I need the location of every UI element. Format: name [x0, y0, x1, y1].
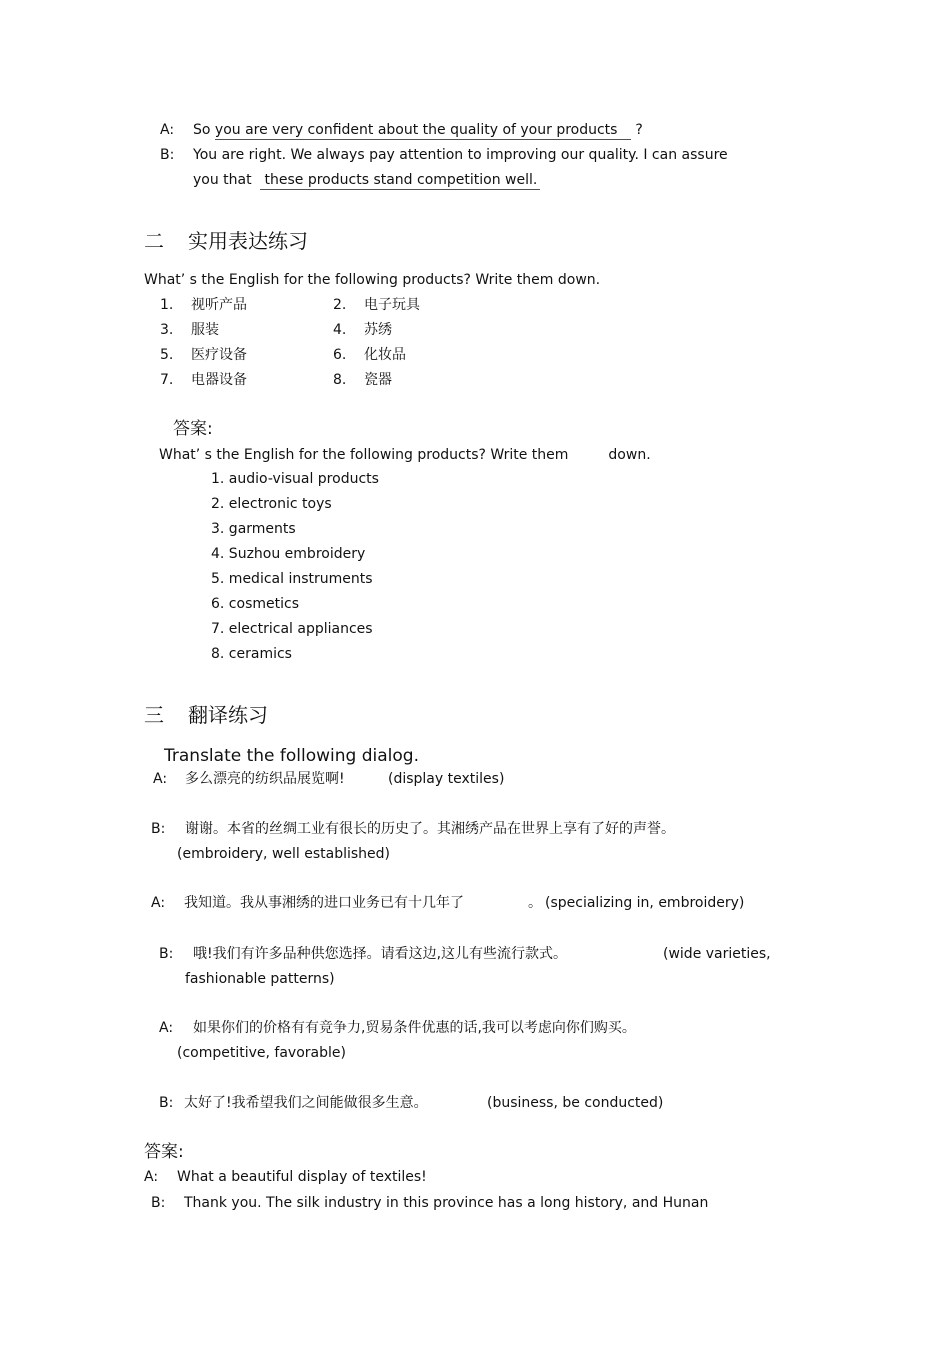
answer-item: 3. garments: [211, 521, 296, 537]
dialog-line-hint: (specializing in, embroidery): [545, 895, 745, 911]
item-1-text: 视听产品: [191, 297, 247, 313]
item-5-text: 医疗设备: [191, 347, 247, 363]
section2-instruction: What’ s the English for the following products? Write them down.: [144, 272, 601, 288]
item-3-text: 服装: [191, 322, 219, 338]
dialog1-b-label: B:: [160, 147, 175, 163]
dialog-line-zh: 太好了!我希望我们之间能做很多生意。: [184, 1095, 428, 1111]
dialog-line-zh-end: 。: [528, 895, 542, 911]
dialog1-a-prefix: So: [193, 122, 211, 138]
dialog-line-hint: (competitive, favorable): [177, 1045, 346, 1061]
section3-instruction: Translate the following dialog.: [164, 746, 419, 766]
dialog-line-hint-cont: fashionable patterns): [185, 971, 335, 987]
section2-heading: [144, 229, 308, 253]
item-4-number: 4.: [333, 322, 347, 338]
item-8-number: 8.: [333, 372, 347, 388]
dialog1-a-label: A:: [160, 122, 175, 138]
dialog1-a-line: [193, 121, 643, 140]
dialog1-b-line1: You are right. We always pay attention to improving our quality. I can assure: [193, 147, 728, 163]
section2-answer-label: 答案:: [173, 419, 213, 439]
answer-line-text: Thank you. The silk industry in this province has a long history, and Hunan: [184, 1195, 709, 1211]
dialog1-b-blank: these products stand competition well.: [260, 172, 540, 190]
dialog-line-zh: 我知道。我从事湘绣的进口业务已有十几年了: [184, 895, 464, 911]
dialog-line-label: B:: [159, 1095, 174, 1111]
dialog1-b-line2: [193, 171, 540, 190]
answer-item: 8. ceramics: [211, 646, 292, 662]
section2-number: 二: [144, 229, 164, 253]
dialog1-a-blank: you are very confident about the quality of your products: [215, 122, 631, 140]
dialog-line-hint: (embroidery, well established): [177, 846, 391, 862]
answer-item: 5. medical instruments: [211, 571, 373, 587]
item-8-text: 瓷器: [364, 372, 392, 388]
dialog-line-zh: 多么漂亮的纺织品展览啊!: [185, 771, 345, 787]
answer-line-label: A:: [144, 1169, 159, 1185]
dialog-line-zh: 哦!我们有许多品种供您选择。请看这边,这儿有些流行款式。: [193, 946, 568, 962]
answer-line-text: What a beautiful display of textiles!: [177, 1169, 427, 1185]
item-1-number: 1.: [160, 297, 174, 313]
item-6-number: 6.: [333, 347, 347, 363]
dialog-line-zh: 如果你们的价格有有竞争力,贸易条件优惠的话,我可以考虑向你们购买。: [193, 1020, 636, 1036]
answer-item: 2. electronic toys: [211, 496, 332, 512]
answer-line-label: B:: [151, 1195, 166, 1211]
item-5-number: 5.: [160, 347, 174, 363]
item-3-number: 3.: [160, 322, 174, 338]
dialog-line-label: A:: [159, 1020, 174, 1036]
answer-item: 6. cosmetics: [211, 596, 299, 612]
section3-heading: [144, 703, 268, 727]
dialog1-b-prefix: you that: [193, 172, 252, 188]
item-7-number: 7.: [160, 372, 174, 388]
answer-item: 7. electrical appliances: [211, 621, 373, 637]
section3-number: 三: [144, 703, 164, 727]
dialog-line-hint: (display textiles): [388, 771, 505, 787]
item-2-text: 电子玩具: [364, 297, 420, 313]
dialog-line-label: B:: [151, 821, 166, 837]
section3-answer-label: 答案:: [144, 1142, 184, 1162]
item-2-number: 2.: [333, 297, 347, 313]
dialog-line-label: A:: [153, 771, 168, 787]
section2-answer-instruction: What’ s the English for the following products? Write them down.: [159, 447, 651, 463]
item-4-text: 苏绣: [364, 322, 392, 338]
item-7-text: 电器设备: [191, 372, 247, 388]
answer-item: 4. Suzhou embroidery: [211, 546, 366, 562]
answer-item: 1. audio-visual products: [211, 471, 379, 487]
dialog-line-zh: 谢谢。本省的丝绸工业有很长的历史了。其湘绣产品在世界上享有了好的声誉。: [185, 821, 675, 837]
dialog-line-label: A:: [151, 895, 166, 911]
section3-title: 翻译练习: [188, 703, 268, 727]
dialog-line-hint: (wide varieties,: [663, 946, 771, 962]
section2-title: 实用表达练习: [188, 229, 308, 253]
item-6-text: 化妆品: [364, 347, 406, 363]
dialog1-a-suffix: ?: [635, 122, 643, 138]
dialog-line-hint: (business, be conducted): [487, 1095, 664, 1111]
dialog-line-label: B:: [159, 946, 174, 962]
